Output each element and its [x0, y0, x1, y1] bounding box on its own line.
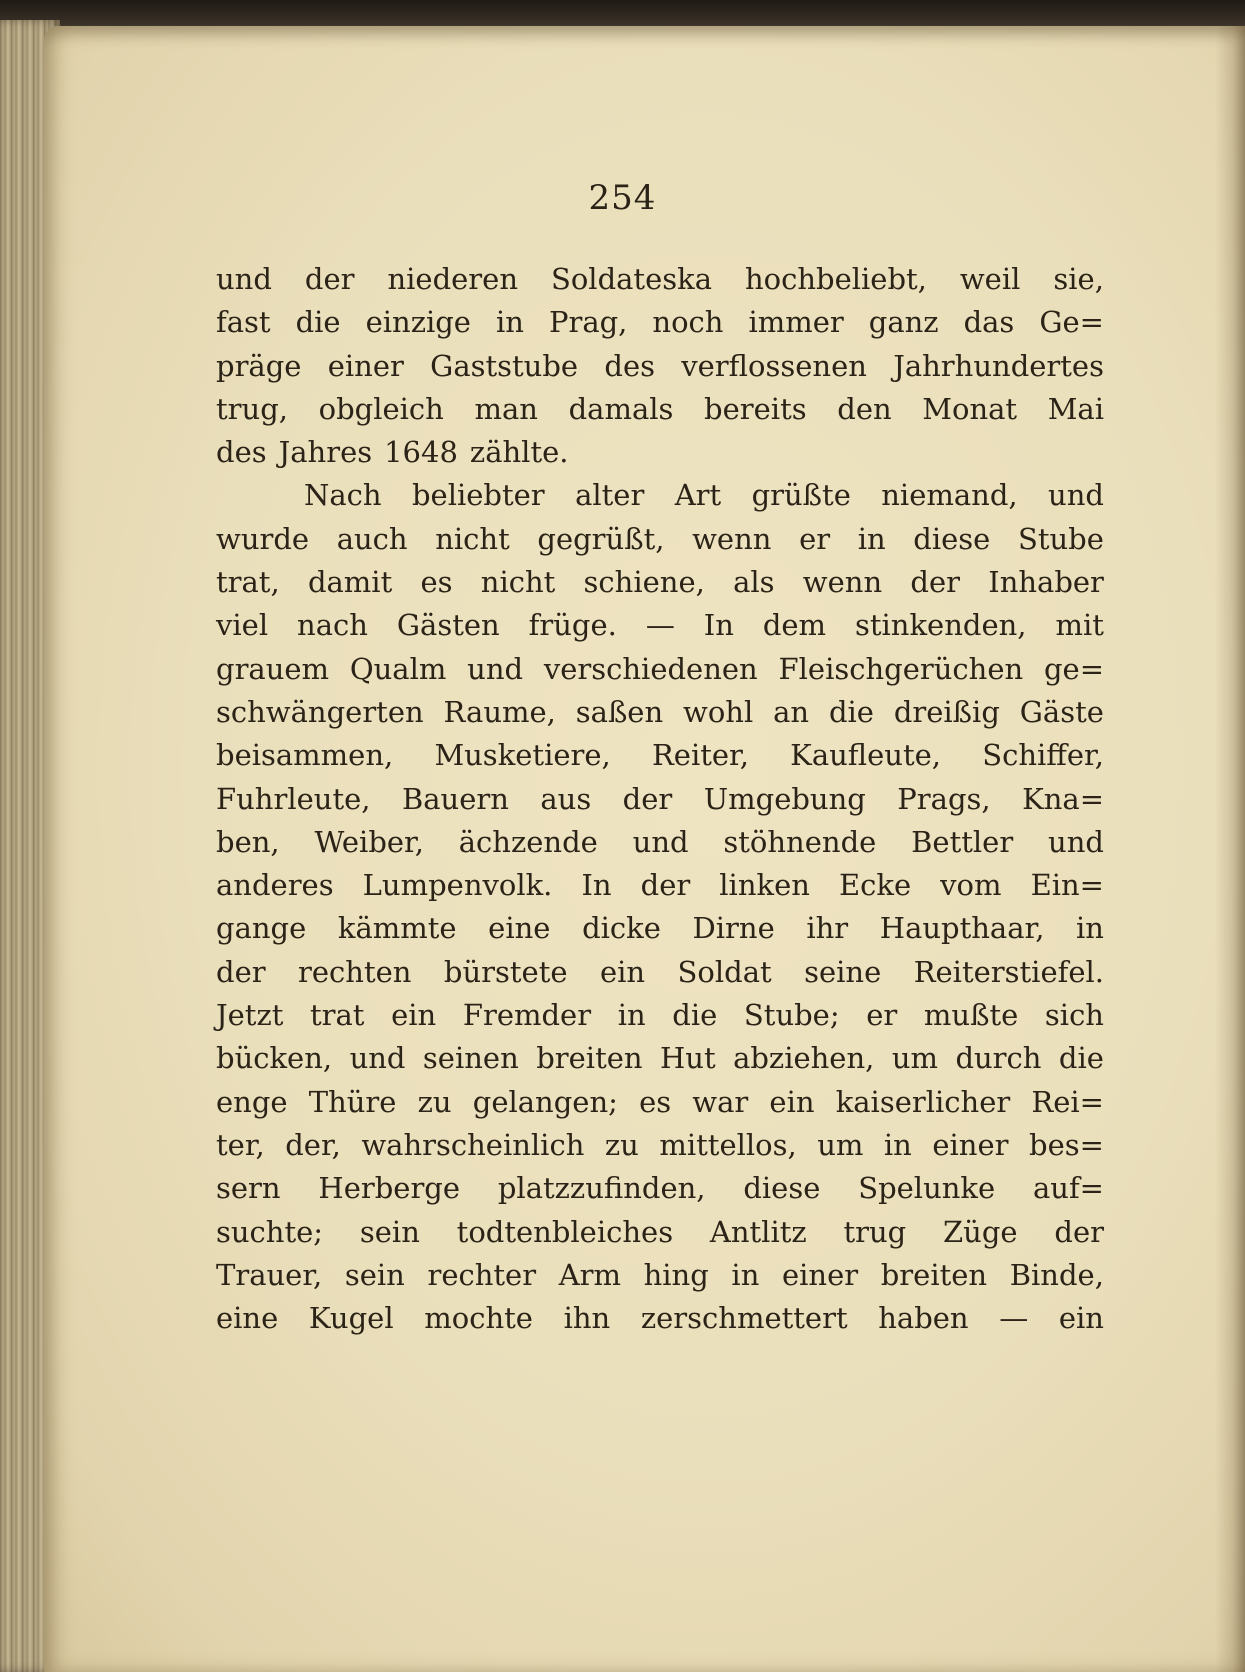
text-line: ben, Weiber, ächzende und stöhnende Bettler und: [216, 824, 1104, 859]
text-line: sern Herberge platzzufinden, diese Spelunke auf=: [216, 1171, 1104, 1206]
text-line: ter, der, wahrscheinlich zu mittellos, um in einer bes=: [216, 1127, 1104, 1162]
text-line: Trauer, sein rechter Arm hing in einer breiten Binde,: [216, 1257, 1104, 1292]
text-line: enge Thüre zu gelangen; es war ein kaiserlicher Rei=: [216, 1084, 1104, 1119]
text-line: Nach beliebter alter Art grüßte niemand, und: [304, 478, 1104, 513]
text-line: Jetzt trat ein Fremder in die Stube; er mußte sich: [216, 998, 1104, 1033]
text-line: präge einer Gaststube des verflossenen Jahrhundertes: [216, 348, 1104, 383]
text-line: trug, obgleich man damals bereits den Monat Mai: [216, 391, 1104, 426]
body-text: [216, 258, 1104, 1340]
text-line: wurde auch nicht gegrüßt, wenn er in diese Stube: [216, 521, 1104, 556]
text-line: grauem Qualm und verschiedenen Fleischgerüchen ge=: [216, 651, 1104, 686]
text-line: beisammen, Musketiere, Reiter, Kaufleute, Schiffer,: [216, 738, 1104, 773]
text-line: eine Kugel mochte ihn zerschmettert haben — ein: [216, 1301, 1104, 1336]
text-line: schwängerten Raume, saßen wohl an die dreißig Gäste: [216, 694, 1104, 729]
text-line: fast die einzige in Prag, noch immer ganz das Ge=: [216, 305, 1104, 340]
text-line: des Jahres 1648 zählte.: [216, 435, 569, 470]
text-line: bücken, und seinen breiten Hut abziehen, um durch die: [216, 1041, 1104, 1076]
text-line: anderes Lumpenvolk. In der linken Ecke vom Ein=: [216, 868, 1104, 903]
text-line: viel nach Gästen früge. — In dem stinkenden, mit: [216, 608, 1104, 643]
text-line: Fuhrleute, Bauern aus der Umgebung Prags, Kna=: [216, 781, 1104, 816]
text-line: der rechten bürstete ein Soldat seine Reiterstiefel.: [216, 954, 1104, 989]
text-line: gange kämmte eine dicke Dirne ihr Haupthaar, in: [216, 911, 1104, 946]
text-line: trat, damit es nicht schiene, als wenn der Inhaber: [216, 565, 1104, 600]
page-number: 254: [588, 178, 657, 218]
text-line: suchte; sein todtenbleiches Antlitz trug Züge der: [216, 1214, 1104, 1249]
text-line: und der niederen Soldateska hochbeliebt, weil sie,: [216, 262, 1104, 296]
page-right-edge: [1215, 26, 1245, 1672]
